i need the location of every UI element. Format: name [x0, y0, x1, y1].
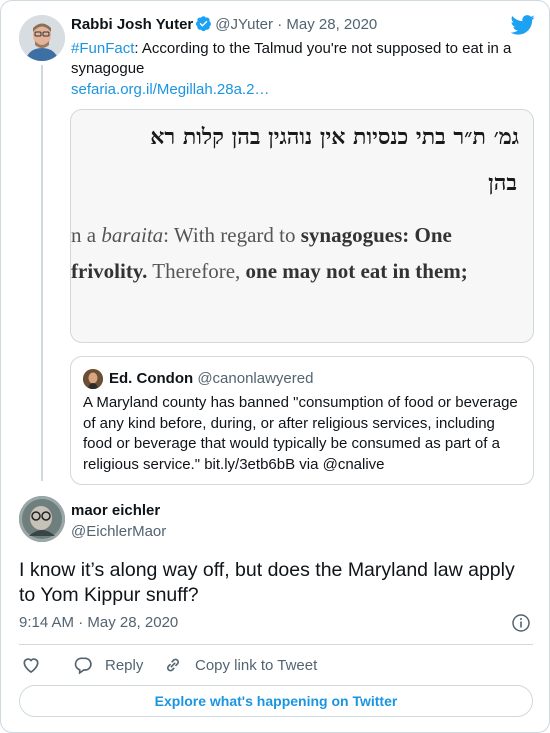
twitter-bird-icon[interactable] [511, 15, 535, 35]
copy-link-button[interactable] [163, 654, 317, 676]
reply-button[interactable] [73, 654, 143, 676]
reply-bubble-icon [73, 655, 93, 675]
quoted-author-name: Ed. Condon [109, 370, 194, 387]
info-icon[interactable] [511, 613, 531, 633]
quoted-tweet[interactable] [70, 356, 534, 485]
like-button[interactable] [21, 654, 53, 676]
parent-author-name[interactable]: Rabbi Josh Yuter [71, 16, 194, 33]
parent-author-handle[interactable]: @JYuter [215, 16, 274, 33]
sefaria-link[interactable]: sefaria.org.il/Megillah.28a.2… [71, 81, 270, 98]
parent-author-avatar[interactable] [19, 15, 65, 61]
media-english-line-2: frivolity. Therefore, one may not eat in them; [71, 259, 468, 283]
parent-tweet-body: : According to the Talmud you're not supposed to eat in a synagogue [71, 40, 512, 77]
media-hebrew-line-1: גמ׳ ת״ר בתי כנסיות אין נוהגין בהן קלות רא [150, 124, 519, 150]
reply-author-handle[interactable]: @EichlerMaor [71, 523, 167, 540]
media-english-line-1: n a baraita: With regard to synagogues: One [71, 223, 452, 247]
quoted-author-handle: @canonlawyered [197, 370, 314, 387]
media-hebrew-line-2: בהן [488, 170, 517, 196]
actions-divider [19, 644, 533, 645]
tweet-media-image[interactable] [70, 109, 534, 343]
quoted-author-avatar [83, 369, 103, 389]
quoted-tweet-header [109, 369, 313, 389]
copy-link-label: Copy link to Tweet [195, 656, 318, 674]
link-icon [163, 655, 183, 675]
header-separator: · [277, 16, 283, 33]
reply-author-name[interactable]: maor eichler [71, 502, 161, 519]
parent-tweet-text [71, 39, 531, 79]
reply-timestamp[interactable]: 9:14 AM · May 28, 2020 [19, 614, 179, 631]
hashtag-link[interactable]: #FunFact [71, 40, 135, 57]
verified-badge-icon [195, 15, 212, 38]
heart-icon [21, 655, 41, 675]
explore-twitter-button[interactable]: Explore what's happening on Twitter [19, 685, 533, 717]
quoted-tweet-text: A Maryland county has banned "consumption of food or beverage of any kind before, during, or after religious services, including food or beverage that would typically be consumed as part of a religious service." bit.ly/3etb6bB via @cnalive [83, 394, 518, 473]
reply-author-avatar[interactable] [19, 496, 65, 542]
reply-label: Reply [105, 656, 144, 674]
thread-connector-line [41, 65, 43, 481]
parent-tweet-header [71, 15, 377, 38]
parent-tweet-date[interactable]: May 28, 2020 [286, 16, 378, 33]
reply-tweet-text: I know it’s along way off, but does the Maryland law apply to Yom Kippur snuff? [19, 559, 515, 606]
